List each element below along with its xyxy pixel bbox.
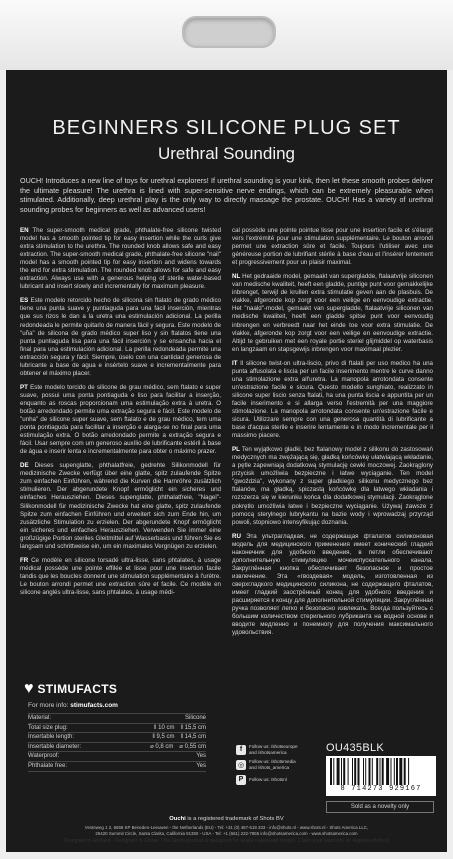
lang-code: IT xyxy=(232,359,238,367)
barcode-bar xyxy=(386,758,389,785)
spec-value: ‖ 15,5 cm xyxy=(180,724,206,731)
spec-value: ‖ 10 cm xyxy=(154,724,175,731)
lang-code: RU xyxy=(232,532,241,540)
barcode-bar xyxy=(396,758,398,785)
lang-code: PT xyxy=(20,383,28,391)
barcode-bar xyxy=(404,758,406,785)
brand-logo xyxy=(24,680,117,698)
barcode-bar xyxy=(380,758,381,785)
social-instagram xyxy=(236,757,312,772)
barcode-bar xyxy=(343,758,345,785)
barcode-bar xyxy=(369,758,371,785)
novelty-label: Sold as a novelty only xyxy=(326,801,434,813)
social-facebook xyxy=(236,742,312,757)
barcode-bar xyxy=(365,758,366,785)
barcode-bar xyxy=(358,758,360,785)
spec-row xyxy=(28,713,206,724)
barcode-bar xyxy=(354,758,356,785)
desc-en xyxy=(20,227,221,291)
barcode-bar xyxy=(382,758,384,785)
desc-text: Este modelo torcido de silicone de grau médico, sem ftalato e super suave, possui uma ponta pontiaguda e liso para facilitar a inserção, enquanto as roscas proporcionam uma estimulação extra à uretra. O botão arredondado permite uma extração segura e fácil. Este modelo de "unha" de silicone super suave, sem ftalato e de grau médico, tem uma ponta pontiaguda para facilitar a inserção e alarga-se no final para uma estimulação extra. O botão arredondado permite a extração segura e fácil. Usar sempre com um generoso auxílio de lubrificante estéril à base de água e inserir lenta e incrementalmente para obter o máximo prazer. xyxy=(20,383,221,456)
barcode-bar xyxy=(391,758,392,785)
desc-nl xyxy=(232,273,433,353)
barcode-bar xyxy=(376,758,378,785)
barcode-number: 8 714273 929167 xyxy=(340,785,422,793)
trademark-brand: Ouchi xyxy=(169,816,186,822)
barcode-bar xyxy=(330,758,332,785)
barcode-bar xyxy=(348,758,349,785)
product-subtitle: Urethral Sounding xyxy=(157,144,296,163)
desc-text: Este modelo retorcido hecho de silicona sin ftalato de grado médico tiene una punta suave y puntiaguda para una fácil inserción, mientras que sus rizos le dan a la uretra una estimulación adicional. La perilla redondeada le permite quitarlo de manera fácil y segura. Este modelo de "uña" de silicona de grado médico super liso y sin ftalatos tiene una punta puntiaguda lisa para una fácil inserción y se ensancha hacia el final para una estimulación adicional. La perilla redondeada permite una extracción segura y fácil. Siempre, úselo con una cantidad generosa de lubricante a base de agua e insértelo suave e incrementalmente para obtener el máximo placer. xyxy=(20,297,221,377)
trademark-line xyxy=(6,816,447,822)
company-address xyxy=(6,825,447,836)
desc-pl xyxy=(232,446,433,526)
lang-code: PL xyxy=(232,446,240,454)
desc-text: The super-smooth medical grade, phthalate-free silicone twisted model has a smooth pointed tip for easy insertion while the curls give extra stimulation to the urethra. The rounded knob allows safe and easy extraction. The super-smooth medical grade, phthalate-free silicone "nail" model has a smooth pointed tip for easy insertion and widens towards the end for extra stimulation. The rounded knob allows for safe and easy extraction. Always use with a generous helping of sterile water-based lubricant and insert slowly and incrementally for maximum pleasure. xyxy=(20,227,221,291)
barcode-bar xyxy=(372,758,373,785)
lang-code: ES xyxy=(20,297,29,305)
spec-value: ⌀ 0,8 cm xyxy=(150,743,174,750)
desc-fr-cont xyxy=(232,227,433,267)
spec-value: Silicone xyxy=(184,715,206,721)
desc-es xyxy=(20,297,221,377)
desc-ru xyxy=(232,533,433,638)
spec-label: Insertable length: xyxy=(28,734,75,741)
brand-logo-name: STIMUFACTS xyxy=(37,682,118,696)
instagram-icon: ◎ xyxy=(237,761,245,769)
spec-row xyxy=(28,752,206,762)
lang-code: NL xyxy=(232,273,241,281)
desc-fr xyxy=(20,557,221,597)
description-column-right xyxy=(232,227,433,714)
barcode-bar xyxy=(399,758,402,785)
desc-text: Ce modèle en silicone torsadé ultra-lisse, sans phtalates, à usage médical possède une pointe effilée et lisse pour une insertion facile tandis que les boucles donnent une stimulation supplémentaire à l'urètre. Le bouton arrondi permet une extraction sûre et facile. Ce modèle en silicone anglés ultra-lisse, sans phtalates, à usage médi- xyxy=(20,556,221,596)
desc-text: Het gedraaide model, gemaakt van supergladde, ftalaatvrije siliconen van medische kwaliteit, heeft een gladde, puntige punt voor gemakkelijke inbrenget, terwijl de krullen extra stimulatie geven aan de plasbuis. De vlakke, afgeronde kop zorgt voor een veilige en eenvoudige extractie. Het "naald"-model, gemaakt van supergladde, ftalaatvrije siliconen van medische kwaliteit, heeft een gladde spitse punt voor eenvoudig inbrengen en verbreedt naar het einde toe voor extra stimulatie. De vlakke, afgeronde kop zorgt voor een veilige en eenvoudige extractie. Altijd te gebruiken met een royale portie steriel glijmiddel op waterbasis en langzaam en stapsgewijs inbrengen voor maximaal plezier. xyxy=(232,273,433,353)
spec-value: ‖ 14,5 cm xyxy=(180,734,206,741)
package-back-card xyxy=(6,70,447,852)
desc-text: cal possède une pointe pointue lisse pour une insertion facile et s'élargit vers l'extrémité pour une stimulation supplémentaire. Le bouton arrondi permet une extraction sûre et facile. Toujours l'utiliser avec une généreuse portion de lubrifiant stérile à base d'eau et l'insérer lentement et progressivement pour un plaisir maximal. xyxy=(232,227,433,267)
heart-icon: ♥ xyxy=(24,680,34,697)
desc-text: Ten wyjątkowo gładki, bez ftalanowy model z silikonu do zastosowań medycznych ma zwężającą się, gładką końcówkę ułatwiającą wkładanie, a pętle zapewniają dodatkową stymulację cewki moczowej. Zaokrąglony przycisk umożliwia bezpieczne i łatwe wyciąganie. Ten model "gwoździa", wykonany z super gładkiego silikonu medycznego bez ftalanów, ma gładką, spiczastą końcówkę dla łatwego wkładania i rozszerza się w kierunku końca dla dodatkowej stymulacji. Zaokrąglone pokrętło umożliwia łatwe i bezpieczne wyciąganie. Używaj zawsze z pomocą sterylnego lubrykantu na bazie wody i wprowadzaj przyrząd powoli, stopniowo intensyfikując doznania. xyxy=(232,446,433,526)
more-info-url: stimufacts.com xyxy=(70,702,118,709)
trademark-text: is a registered trademark of Shots BV xyxy=(185,816,284,822)
desc-pt xyxy=(20,384,221,456)
barcode-bar xyxy=(363,758,364,785)
spec-label: Insertable diameter: xyxy=(28,743,82,750)
spec-value: Yes xyxy=(196,762,206,769)
social-text: Follow us: /shotsmedia xyxy=(249,759,296,765)
pinterest-icon: P xyxy=(236,775,246,785)
social-text: Follow us: /shotsnl xyxy=(249,776,287,782)
product-code: OU435BLK xyxy=(326,742,385,754)
desc-text: Il silicone twist-on ultra-liscio, privo di ftalati per uso medico ha una punta affusolata e liscia per un facile inserimento mentre le curve danno una stimolazione extra all'uretra. La manopola arrotondata consente un'estrazione facile e sicura. Questo modello sunghiato, realizzato in silicone super liscio senza ftalati, ha una punta liscia e appuntita per un facile inserimento e si allarga verso l'estremità per una maggiore stimolazione. La manopola arrotondata consente un'estrazione facile e sicura. Utilizzare sempre con una generosa quantità di lubrificante a base d'acqua sterile e inserire lentamente e in modo incrementale per il massimo piacere. xyxy=(232,359,433,440)
spec-row xyxy=(28,733,206,743)
spec-row xyxy=(28,762,206,772)
hang-hole xyxy=(182,16,276,48)
barcode-bar xyxy=(408,758,409,785)
desc-it xyxy=(232,360,433,440)
barcode-bar xyxy=(352,758,353,785)
spec-label: Phthalate free: xyxy=(28,762,68,769)
spec-value: ⌀ 0,55 cm xyxy=(179,743,206,750)
product-title: BEGINNERS SILICONE PLUG SET xyxy=(52,117,401,139)
spec-row xyxy=(28,743,206,753)
desc-de xyxy=(20,462,221,551)
desc-text: Эта ультрагладкая, не содержащая фталатов силиконовая модель для медицинского применения имеет конический гладкий наконечник для удобного введения, в петли обеспечивают дополнительную стимуляцию мочеиспускательного канала. Закруглённая кнопка обеспечивает безопасное и простое извлечение. Эта «гвоздевая» модель, изготовленная из сверхгладкого медицинского силикона, не содержащего фталатов, имеет гладкий заострённый конец для удобного введения и расширяется к концу для дополнительной стимуляции. Закруглённая ручка позволяет легко и безопасно извлекать. Всегда пользуйтесь с большим количеством стерильного лубриканта на водной основе и вводите медленно и понемногу для получения максимального удовольствия. xyxy=(232,532,433,637)
barcode-bar xyxy=(333,758,334,785)
social-links xyxy=(236,742,312,787)
social-text: and /shots_america xyxy=(249,764,290,770)
more-info-label: For more info: xyxy=(28,702,69,709)
facebook-icon: f xyxy=(236,745,246,755)
spec-label: Waterproof: xyxy=(28,753,60,760)
lang-code: DE xyxy=(20,462,29,470)
intro-text: OUCH! Introduces a new line of toys for urethral explorers! If urethral sounding is your kink, then let these smooth probes deliver the ultimate pleasure! The urethra is lined with super-sensitive nerve endings, which can be extremely pleasurable when stimulated. Additionally, deep urethral play is the only way to directly massage the prostate. OUCH! Has a variety of urethral sounding probes for beginners as well as advanced users! xyxy=(20,176,433,214)
spec-label: Material: xyxy=(28,715,52,721)
more-info xyxy=(28,702,228,709)
address-line: Vesteweg 1 2, 6658 KP Beneden-Leeuwen - the Netherlands (EU) - Tel: +31 (0) 487-519 333 - info@shots.nl - www.shots.nl - Shots America LLC, xyxy=(84,825,369,830)
desc-text: Dieses supenglatte, phthalatfreie, gedrehte Silikonmodell für medizinische Zwecke verfügt über eine glatte, spitz zulaufende Spitze zum einfachen Einführen, während die Kurven die Harnröhre zusätzlich stimulieren. Der abgerundete Knopf ermöglicht ein sicheres und einfaches Herausziehen. Dieses supenglatte, phthalatfreie, "Nagel"-Silikonmodell für medizinische Zwecke hat eine glatte, spitz zulaufende Spitze zum einfachen Einführen und erweitert sich zum Ende hin, um zusätzliche Stimulation zu erzielen. Der abgerundete Knopf ermöglicht ein sicheres und einfaches Herausziehen. Verwenden Sie immer eine großzügige Portion steriles Gleitmittel auf Wasserbasis und führen Sie es langsam und schrittweise ein, um ein maximales Vergnügen zu erzielen. xyxy=(20,462,221,550)
barcode-bar xyxy=(337,758,340,785)
spec-value: Yes xyxy=(196,753,206,760)
address-line: 26420 Summit Circle, Santa Clarita, California 91350 - USA - Tel: +1 (661) 222-7855 info@shotsamerica.com - www.shotsamerica.com xyxy=(95,830,358,836)
spec-table xyxy=(28,713,206,772)
lang-code: FR xyxy=(20,556,29,564)
footer-text: Designed in Holland - Designed in China. This Shots product is designed for single registered design. Claim your warranty at: register.shots.nl xyxy=(64,838,389,844)
barcode-bar xyxy=(341,758,342,785)
social-text: and /shotsamerica xyxy=(249,749,287,755)
description-column-left xyxy=(20,227,221,714)
spec-value: ‖ 9,5 cm xyxy=(152,734,175,741)
barcode-bar xyxy=(394,758,395,785)
social-pinterest xyxy=(236,772,312,787)
barcode xyxy=(326,756,436,796)
social-text: Follow us: /shotseurope xyxy=(249,744,298,750)
package-hanger xyxy=(0,0,453,70)
spec-label: Total size plug: xyxy=(28,724,68,731)
lang-code: EN xyxy=(20,227,29,234)
barcode-bars xyxy=(330,758,432,785)
spec-row xyxy=(28,724,206,734)
